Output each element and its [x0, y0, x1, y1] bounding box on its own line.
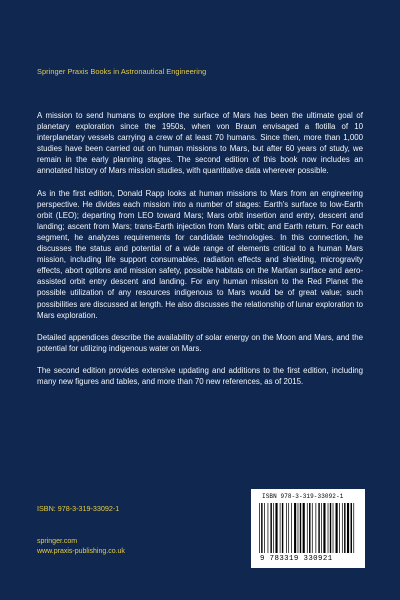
barcode-bar — [321, 503, 322, 553]
barcode-bar — [353, 503, 354, 553]
barcode-bar — [344, 503, 345, 553]
publisher-link-praxis[interactable]: www.praxis-publishing.co.uk — [37, 548, 125, 555]
barcode-bar — [312, 503, 313, 553]
barcode-bar — [298, 503, 299, 553]
barcode-bar — [336, 503, 338, 553]
barcode-bar — [307, 503, 308, 553]
barcode-bar — [280, 503, 281, 553]
barcode-bar — [300, 503, 301, 553]
series-title: Springer Praxis Books in Astronautical Engineering — [37, 67, 207, 76]
publisher-link-springer[interactable]: springer.com — [37, 538, 78, 545]
barcode-bar — [288, 503, 289, 553]
barcode-bar — [291, 503, 292, 553]
blurb-paragraph-2: As in the first edition, Donald Rapp looks at human missions to Mars from an engineering perspective. He divides each mission into a number of stages: Earth's surface to low-Earth orbit (LEO); departing from LEO toward Mars; Mars orbit insertion and entry, descent and landing; ascent from Mars; trans-Earth injection from Mars orbit; and Earth return. For each segment, he analyzes requirements for candidate technologies. In this connection, he discusses the status and potential of a wide range of elements critical to a human Mars mission, including life support consumables, radiation effects and shielding, microgravity effects, abort options and mission safety, possible habitats on the Martian surface and aero-assisted orbit entry descent and landing. For any human mission to the Red Planet the possible utilization of any resources indigenous to Mars would be of great value; such possibilities are discussed at length. He also discusses the relationship of lunar exploration to Mars exploration. — [37, 188, 363, 320]
barcode-bar — [342, 503, 343, 553]
barcode-bar — [264, 503, 265, 553]
barcode-bar — [275, 503, 277, 553]
barcode-bar — [347, 503, 349, 553]
back-cover-blurb — [37, 110, 363, 398]
blurb-paragraph-1: A mission to send humans to explore the surface of Mars has been the ultimate goal of planetary exploration since the 1950s, when von Braun envisaged a flotilla of 10 interplanetary vessels carrying a crew of at least 70 humans. Since then, more than 1,000 studies have been carried out on human missions to Mars, but after 60 years of study, we remain in the early planning stages. The second edition of this book now includes an annotated history of Mars mission studies, with quantitative data wherever possible. — [37, 111, 363, 176]
barcode-bar — [328, 503, 329, 553]
barcode-bar — [273, 503, 274, 553]
barcode-number-text: 9 783319 330921 — [260, 555, 333, 563]
barcode-bar — [268, 503, 269, 553]
barcode-bar — [303, 503, 305, 553]
blurb-paragraph-4: The second edition provides extensive updating and additions to the first edition, including many new figures and tables, and more than 70 new references, as of 2015. — [37, 365, 363, 386]
blurb-paragraph-3: Detailed appendices describe the availability of solar energy on the Moon and Mars, and the potential for utilizing indigenous water on Mars. — [37, 332, 363, 353]
barcode-bar — [294, 503, 296, 553]
barcode-bar — [323, 503, 325, 553]
barcode-isbn-text: ISBN 978-3-319-33092-1 — [262, 493, 344, 500]
barcode-bar — [333, 503, 334, 553]
barcode-bar — [309, 503, 310, 553]
publisher-links — [37, 537, 217, 557]
barcode-box — [251, 489, 365, 568]
barcode-bar — [318, 503, 319, 553]
barcode-bar — [286, 503, 287, 553]
barcode-bar — [270, 503, 271, 553]
barcode-bar — [351, 503, 352, 553]
barcode-bar — [330, 503, 331, 553]
barcode-bar — [282, 503, 283, 553]
barcode-bar — [261, 503, 262, 553]
barcode-bar — [316, 503, 317, 553]
barcode-bar — [339, 503, 340, 553]
isbn-label: ISBN: 978-3-319-33092-1 — [37, 504, 120, 513]
barcode-bar — [259, 503, 260, 553]
barcode-icon — [259, 503, 357, 553]
